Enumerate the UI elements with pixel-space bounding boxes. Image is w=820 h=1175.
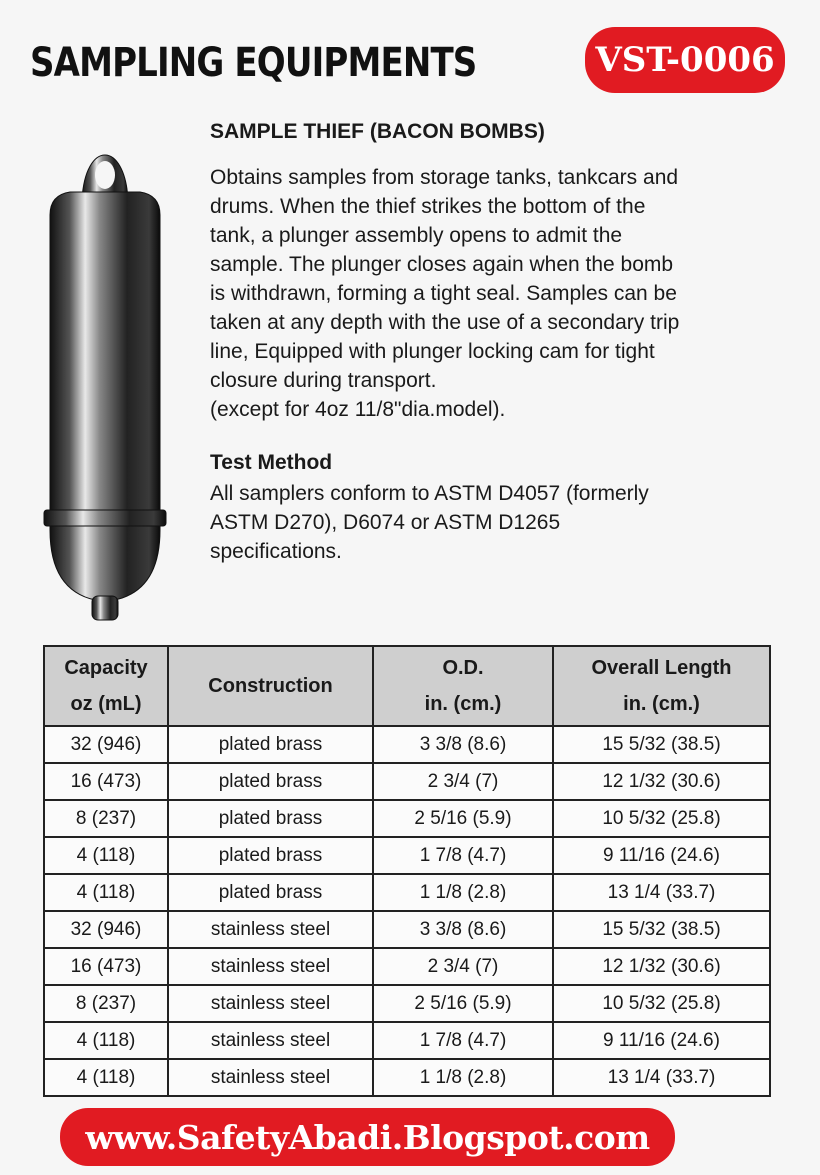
- header-od-line2: in. (cm.): [424, 693, 502, 715]
- description-line: Obtains samples from storage tanks, tankcars and: [210, 166, 679, 189]
- header-length-line1: Overall Length: [591, 657, 732, 679]
- cell-construction: stainless steel: [168, 948, 373, 985]
- cell-construction: stainless steel: [168, 1059, 373, 1096]
- cell-capacity: 4 (118): [44, 874, 168, 911]
- description-line: drums. When the thief strikes the bottom of the: [210, 195, 646, 218]
- cell-length: 12 1/32 (30.6): [553, 948, 770, 985]
- cell-capacity: 8 (237): [44, 800, 168, 837]
- footer-url: www.SafetyAbadi.Blogspot.com: [60, 1108, 675, 1166]
- cell-capacity: 4 (118): [44, 837, 168, 874]
- cell-length: 13 1/4 (33.7): [553, 1059, 770, 1096]
- table-row: [44, 726, 770, 763]
- description-line: sample. The plunger closes again when the bomb: [210, 253, 674, 276]
- cell-construction: plated brass: [168, 837, 373, 874]
- cell-capacity: 8 (237): [44, 985, 168, 1022]
- description-line: tank, a plunger assembly opens to admit the: [210, 224, 623, 247]
- test-method-line: All samplers conform to ASTM D4057 (formerly: [210, 482, 649, 505]
- cell-capacity: 32 (946): [44, 911, 168, 948]
- cell-od: 2 5/16 (5.9): [373, 800, 553, 837]
- cell-construction: plated brass: [168, 874, 373, 911]
- cell-capacity: 16 (473): [44, 948, 168, 985]
- table-row: [44, 763, 770, 800]
- table-row: [44, 911, 770, 948]
- test-method-text: [210, 479, 649, 566]
- description-line: taken at any depth with the use of a secondary trip: [210, 311, 680, 334]
- header-od: [373, 646, 553, 726]
- test-method-heading: Test Method: [210, 451, 333, 474]
- cell-capacity: 4 (118): [44, 1022, 168, 1059]
- cell-construction: stainless steel: [168, 985, 373, 1022]
- specification-table: [43, 645, 771, 1097]
- test-method-line: specifications.: [210, 540, 342, 563]
- header-capacity-line2: oz (mL): [70, 693, 142, 715]
- cell-od: 2 3/4 (7): [373, 948, 553, 985]
- table-row: [44, 837, 770, 874]
- table-row: [44, 874, 770, 911]
- product-title: SAMPLE THIEF (BACON BOMBS): [210, 120, 545, 143]
- cell-od: 1 7/8 (4.7): [373, 837, 553, 874]
- table-row: [44, 985, 770, 1022]
- table-row: [44, 800, 770, 837]
- cell-construction: stainless steel: [168, 1022, 373, 1059]
- header-length-line2: in. (cm.): [623, 693, 700, 715]
- cell-length: 9 11/16 (24.6): [553, 837, 770, 874]
- test-method-line: ASTM D270), D6074 or ASTM D1265: [210, 511, 561, 534]
- header-capacity-line1: Capacity: [64, 657, 148, 679]
- sample-thief-image: [40, 120, 170, 630]
- product-description: [210, 163, 790, 424]
- cell-construction: plated brass: [168, 726, 373, 763]
- cell-length: 9 11/16 (24.6): [553, 1022, 770, 1059]
- cell-od: 1 7/8 (4.7): [373, 1022, 553, 1059]
- description-line: is withdrawn, forming a tight seal. Samples can be: [210, 282, 677, 305]
- header-od-line1: O.D.: [442, 657, 484, 679]
- cell-od: 1 1/8 (2.8): [373, 874, 553, 911]
- cell-construction: plated brass: [168, 800, 373, 837]
- page-title: SAMPLING EQUIPMENTS: [30, 40, 477, 86]
- description-line: line, Equipped with plunger locking cam for tight: [210, 340, 655, 363]
- cell-length: 12 1/32 (30.6): [553, 763, 770, 800]
- cell-length: 10 5/32 (25.8): [553, 800, 770, 837]
- cell-capacity: 32 (946): [44, 726, 168, 763]
- cell-od: 2 5/16 (5.9): [373, 985, 553, 1022]
- cell-capacity: 4 (118): [44, 1059, 168, 1096]
- table-row: [44, 1022, 770, 1059]
- table-row: [44, 1059, 770, 1096]
- cell-construction: stainless steel: [168, 911, 373, 948]
- cell-od: 2 3/4 (7): [373, 763, 553, 800]
- cell-length: 15 5/32 (38.5): [553, 911, 770, 948]
- header-overall-length: [553, 646, 770, 726]
- header-capacity: [44, 646, 168, 726]
- table-row: [44, 948, 770, 985]
- cell-length: 13 1/4 (33.7): [553, 874, 770, 911]
- description-line: closure during transport.: [210, 369, 437, 392]
- table-header-row: [44, 646, 770, 726]
- product-code-badge: VST-0006: [585, 27, 785, 93]
- cell-construction: plated brass: [168, 763, 373, 800]
- cell-od: 1 1/8 (2.8): [373, 1059, 553, 1096]
- cell-od: 3 3/8 (8.6): [373, 726, 553, 763]
- description-line: (except for 4oz 11/8"dia.model).: [210, 398, 506, 421]
- cell-length: 10 5/32 (25.8): [553, 985, 770, 1022]
- cell-od: 3 3/8 (8.6): [373, 911, 553, 948]
- cell-capacity: 16 (473): [44, 763, 168, 800]
- header-construction: Construction: [168, 646, 373, 726]
- cell-length: 15 5/32 (38.5): [553, 726, 770, 763]
